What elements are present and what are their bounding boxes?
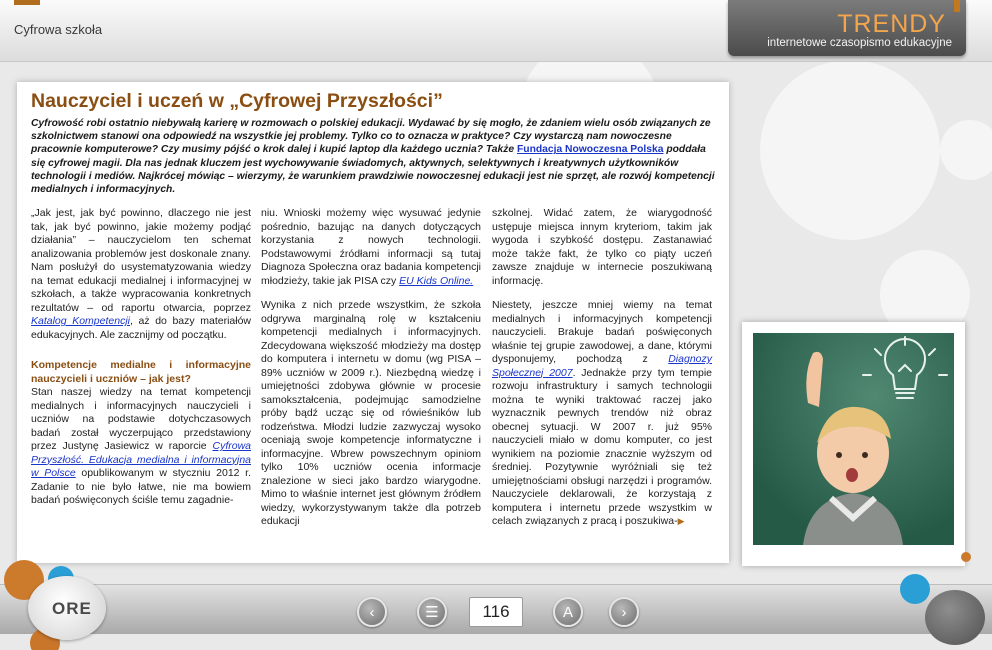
- paragraph: [31, 386, 251, 508]
- next-page-button[interactable]: [609, 597, 639, 627]
- chevron-right-icon: ›: [621, 603, 627, 621]
- font-icon: A: [562, 603, 573, 621]
- continue-arrow-icon[interactable]: ▶: [677, 516, 685, 526]
- illustration-frame: [742, 322, 965, 566]
- article-lead: [31, 117, 721, 196]
- paragraph-text: Niestety, jeszcze mniej wiemy na temat medialnych i informacyjnych kompetencji nauczycieli. Brakuje badań poświęconych właśnie tej grupie zawodowej, a dane, którymi dysponujemy, pochodzą z: [492, 299, 712, 365]
- decorative-circle: [925, 590, 985, 645]
- paragraph-text: Stan naszej wiedzy na temat kompetencji medialnych i informacyjnych nauczycieli i uczniów na podstawie dotychczasowych badań został wyczerpująco przedstawiony przez Justynę Jasiewicz w raporcie: [31, 386, 251, 452]
- paragraph-text: . Jednakże przy tym tempie rozwoju infrastruktury i samych technologii można te wyniki traktować raczej jako wyznacznik pewnych trendów niż obraz obecnej sytuacji. W 2007 r. już 95% nauczycieli miało w domu komputer, co jest wynikiem na poziomie znacznie wyższym od średniej. Pozytywnie wyróżniali się też umiejętnościami obsługi narzędzi i programów. Nauczyciele deklarowali, że korzystają z komputera i internetu przede wszystkim w celach związanych z pracą i poszukiwa-: [492, 366, 712, 527]
- article-column-3: [492, 207, 712, 540]
- page-number-field[interactable]: 116: [469, 597, 523, 627]
- paragraph-text: „Jak jest, jak być powinno, dlaczego nie jest tak, jak być powinno, jakie możemy podjąć działania” – nauczycielom ten schemat analizowania problemów jest doskonale znany. Nam posłużył do usystematyzowania wiedzy na temat edukacji medialnej i informacyjnej w szkołach, a także wypracowania konkretnych rezultatów – od raportu otwarcia, poprzez: [31, 207, 251, 314]
- decorative-circle: [900, 574, 930, 604]
- paragraph: [492, 299, 712, 529]
- decorative-circle: [961, 552, 971, 562]
- paragraph-text: , aż do bazy materiałów edukacyjnych. Ale zacznijmy od początku.: [31, 315, 252, 341]
- previous-page-button[interactable]: [357, 597, 387, 627]
- paragraph: [261, 207, 481, 288]
- diagnoza-spoleczna-link[interactable]: Diagnozy Społecznej 2007: [492, 353, 712, 379]
- article-column-2: [261, 207, 481, 540]
- background-bubble: [760, 60, 940, 240]
- article-title: Nauczyciel i uczeń w „Cyfrowej Przyszłości”: [31, 90, 443, 112]
- paragraph-text: niu. Wnioski możemy więc wysuwać jedynie pośrednio, bazując na danych dotyczących korzystania z nowych technologii. Podstawowymi źródłami informacji są tutaj Diagnoza Społeczna oraz badania kompetencji młodzieży, takie jak PISA czy: [261, 207, 481, 287]
- eu-kids-online-link[interactable]: EU Kids Online.: [399, 274, 474, 287]
- brand-marker: [954, 0, 960, 12]
- cyfrowa-przyszlosc-link[interactable]: Cyfrowa Przyszłość. Edukacja medialna i informacyjna w Polsce: [31, 440, 251, 479]
- list-icon: ☰: [425, 604, 439, 621]
- section-tab-marker: [14, 0, 40, 5]
- table-of-contents-button[interactable]: [417, 597, 447, 627]
- page-header: [0, 0, 992, 62]
- brand-name: TRENDY: [837, 10, 946, 38]
- fundacja-link[interactable]: Fundacja Nowoczesna Polska: [516, 144, 664, 156]
- child-lightbulb-photo: [753, 333, 954, 545]
- paragraph: Wynika z nich przede wszystkim, że szkoła odgrywa marginalną rolę w kształceniu kompetencji medialnych i informacyjnych. Zdecydowana większość młodzieży ma dostęp do komputera i internetu w domu (wg PISA – 89% uczniów w 2009 r.). Niezbędną wiedzę i umiejętności zdobywa głównie w procesie samokształcenia, podejmując samodzielne próby bądź ucząc się od rówieśników lub rodzeństwa. Młodzi ludzie zazwyczaj wysoko oceniają swoje kompetencje informatyczne i informacyjne. Wbrew powszechnym opiniom tylko 10% uczniów ocenia informacje znalezione w sieci jako bardzo wiarygodne. Mimo to właśnie internet jest głównym źródłem wiedzy, wykorzystywanym także dla potrzeb edukacji: [261, 299, 481, 527]
- section-heading: Kompetencje medialne i informacyjne nauczycieli i uczniów – jak jest?: [31, 359, 251, 385]
- article-column-1: [31, 207, 251, 519]
- lead-text: Cyfrowość robi ostatnio niebywałą karierę w rozmowach o polskiej edukacji. Wydawać by się mogło, że zdaniem wielu osób związanych ze szkolnictwem stanowi ona odpowiedź na wszystkie jej problemy. Tylko co to oznacza w praktyce? Czy wystarczą nam nowoczesne pracownie komputerowe? Czy musimy pójść o krok dalej i kupić laptop dla każdego ucznia? Także: [31, 118, 711, 156]
- katalog-kompetencji-link[interactable]: Katalog Kompetencji: [31, 315, 130, 327]
- background-bubble: [940, 120, 992, 180]
- section-title: Cyfrowa szkoła: [14, 22, 103, 37]
- paragraph: [31, 207, 251, 342]
- font-size-button[interactable]: [553, 597, 583, 627]
- lead-text: poddała się cyfrowej magii. Dla nas jednak kluczem jest wychowywanie świadomych, aktywnych, selektywnych i kreatywnych użytkowników technologii i mediów. Najkrócej mówiąc – wierzymy, że warunkiem prawdziwie nowoczesnej edukacji jest nie sprzęt, ale rozwój kompetencji medialnych i informacyjnych.: [31, 144, 715, 196]
- ore-logo-text: ORE: [52, 599, 92, 618]
- brand-subtitle: internetowe czasopismo edukacyjne: [767, 37, 952, 49]
- chevron-left-icon: ‹: [369, 603, 375, 621]
- magazine-brand[interactable]: [728, 0, 966, 56]
- article-page: [17, 82, 729, 563]
- paragraph-text: opublikowanym w styczniu 2012 r. Zadanie to nie było łatwe, nie ma bowiem badań poświęconych ściśle temu zagadnie-: [31, 467, 251, 506]
- paragraph: szkolnej. Widać zatem, że wiarygodność ustępuje miejsca innym kryteriom, takim jak wygoda i szybkość dostępu. Zastanawiać może także fakt, że tylko co piąty uczeń zawsze znajduje w internecie poszukiwaną informację.: [492, 207, 712, 287]
